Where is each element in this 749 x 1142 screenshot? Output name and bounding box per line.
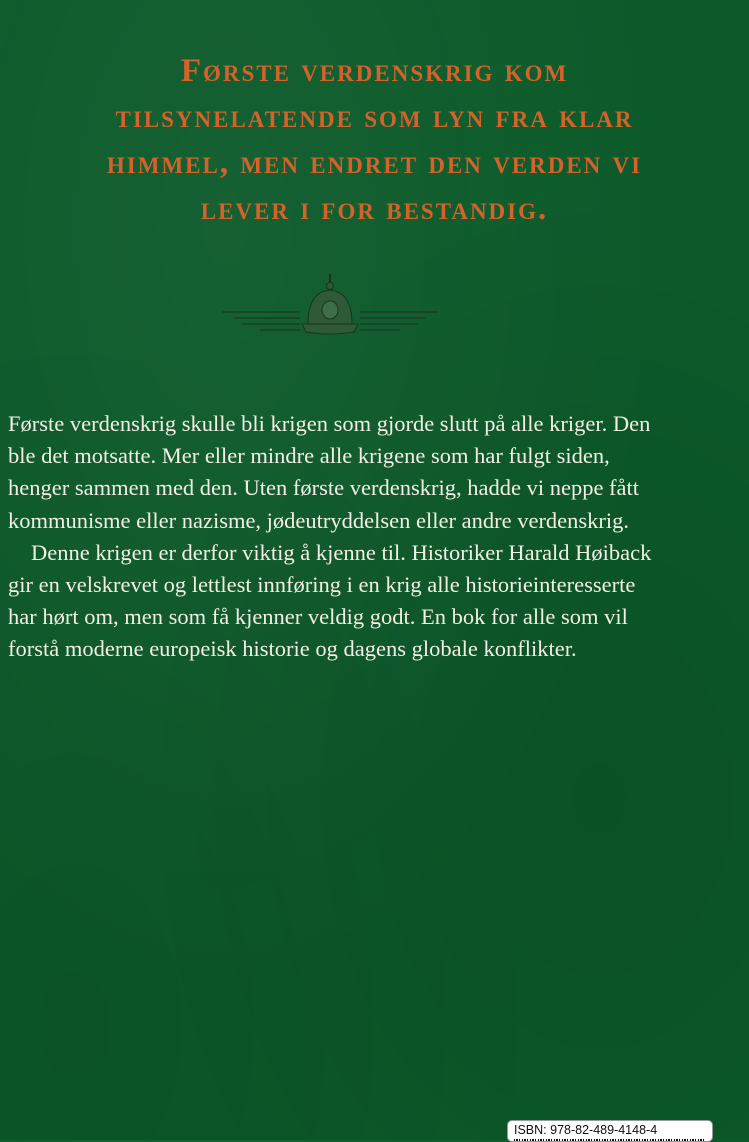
isbn-text: ISBN: 978-82-489-4148-4 xyxy=(514,1123,658,1137)
tagline xyxy=(0,48,749,232)
tagline-line: himmel, men endret den verden vi xyxy=(106,145,643,181)
isbn-label xyxy=(507,1120,713,1142)
blurb-text xyxy=(8,408,668,666)
tagline-line: lever i for bestandig. xyxy=(200,191,549,227)
blurb-paragraph: Denne krigen er derfor viktig å kjenne til. Historiker Harald Høiback gir en velskrevet og lettlest innføring i en krig alle historieinteresserte har hørt om, men som få kjenner veldig godt. En bok for alle som vil forstå moderne europeisk historie og dagens globale konflikter. xyxy=(8,539,652,662)
tagline-line: tilsynelatende som lyn fra klar xyxy=(115,99,634,135)
spiked-helmet-icon xyxy=(220,272,440,340)
tagline-line: Første verdenskrig kom xyxy=(180,53,569,89)
blurb-paragraph: Første verdenskrig skulle bli krigen som gjorde slutt på alle kriger. Den ble det motsatte. Mer eller mindre alle krigene som har fulgt siden, henger sammen med den. Uten første verdenskrig, hadde vi neppe fått kommunisme eller nazisme, jødeutryddelsen eller andre verdenskrig. xyxy=(8,411,651,533)
